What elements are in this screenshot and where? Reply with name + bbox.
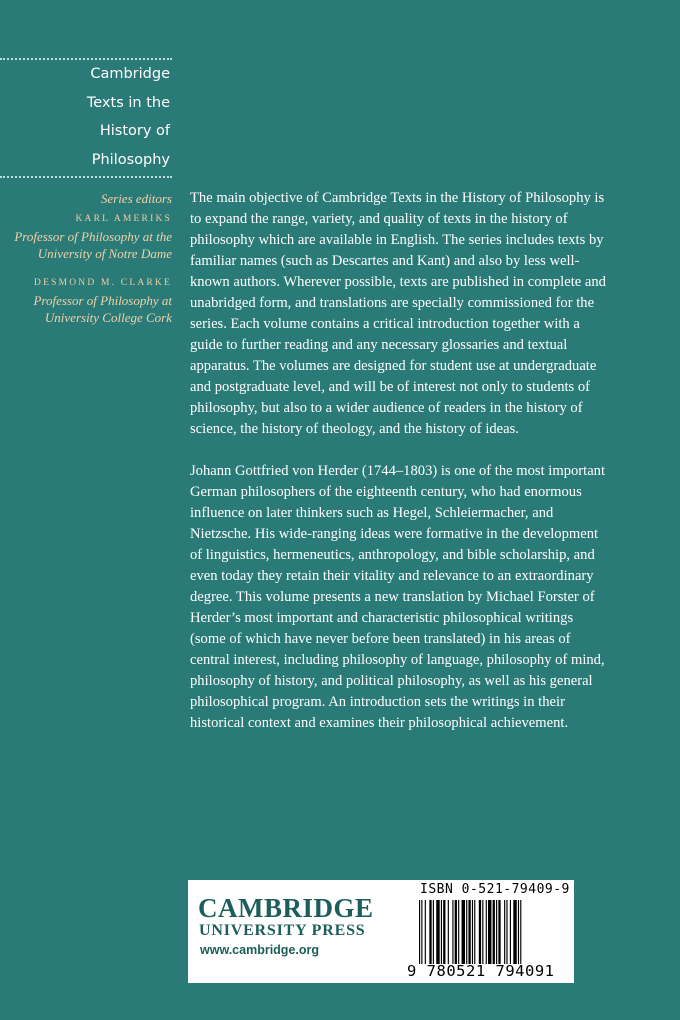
series-description-paragraph: The main objective of Cambridge Texts in the History of Philosophy is to expand the range, variety, and quality of texts in the history of philosophy which are available in English. The series includes texts by familiar names (such as Descartes and Kant) and also by less well-known authors. Wherever possible, texts are published in complete and unabridged form, and translations are specially commissioned for the series. Each volume contains a critical introduction together with a guide to further reading and any necessary glossaries and textual apparatus. The volumes are designed for student use at undergraduate and postgraduate level, and will be of interest not only to students of philosophy, but also to a wider audience of readers in the history of science, the history of theology, and the history of ideas. <box>190 190 606 437</box>
editor-name: DESMOND M. CLARKE <box>34 278 172 288</box>
publisher-panel <box>188 880 574 983</box>
series-title-line: Philosophy <box>91 151 170 168</box>
series-title <box>0 60 170 174</box>
editor-name: KARL AMERIKS <box>75 214 172 224</box>
editor-affiliation: Professor of Philosophy at <box>33 293 172 308</box>
editor-affiliation: Professor of Philosophy at the <box>14 229 172 244</box>
series-title-line: Cambridge <box>90 66 170 82</box>
book-description-paragraph: Johann Gottfried von Herder (1744–1803) is one of the most important German philosophers of the eighteenth century, who had enormous influence on later thinkers such as Hegel, Schleiermacher, and Nietzsche. His wide-ranging ideas were formative in the development of linguistics, hermeneutics, anthropology, and bible scholarship, and even today they retain their vitality and relevance to an extraordinary degree. This volume presents a new translation by Michael Forster of Herder’s most important and characteristic philosophical writings (some of which have never before been translated) in his areas of central interest, including philosophy of language, philosophy of mind, philosophy of history, and political philosophy, as well as his general philosophical program. An introduction sets the writings in their historical context and examines their philosophical achievement. <box>190 463 606 731</box>
back-cover-text <box>190 188 610 734</box>
publisher-name: CAMBRIDGE <box>198 893 374 923</box>
series-title-line: History of <box>99 123 170 139</box>
editors-heading: Series editors <box>100 191 172 206</box>
barcode-icon <box>418 900 568 964</box>
editor-affiliation: University College Cork <box>44 310 172 325</box>
series-editors <box>0 190 172 326</box>
bottom-dotted-rule <box>0 176 172 178</box>
editor-affiliation: University of Notre Dame <box>37 246 172 261</box>
publisher-website[interactable]: www.cambridge.org <box>200 943 320 957</box>
publisher-subname: UNIVERSITY PRESS <box>199 922 366 939</box>
ean-digits: 9 780521 794091 <box>407 962 555 980</box>
isbn-label: ISBN 0-521-79409-9 <box>420 882 570 897</box>
series-title-line: Texts in the <box>86 94 170 111</box>
